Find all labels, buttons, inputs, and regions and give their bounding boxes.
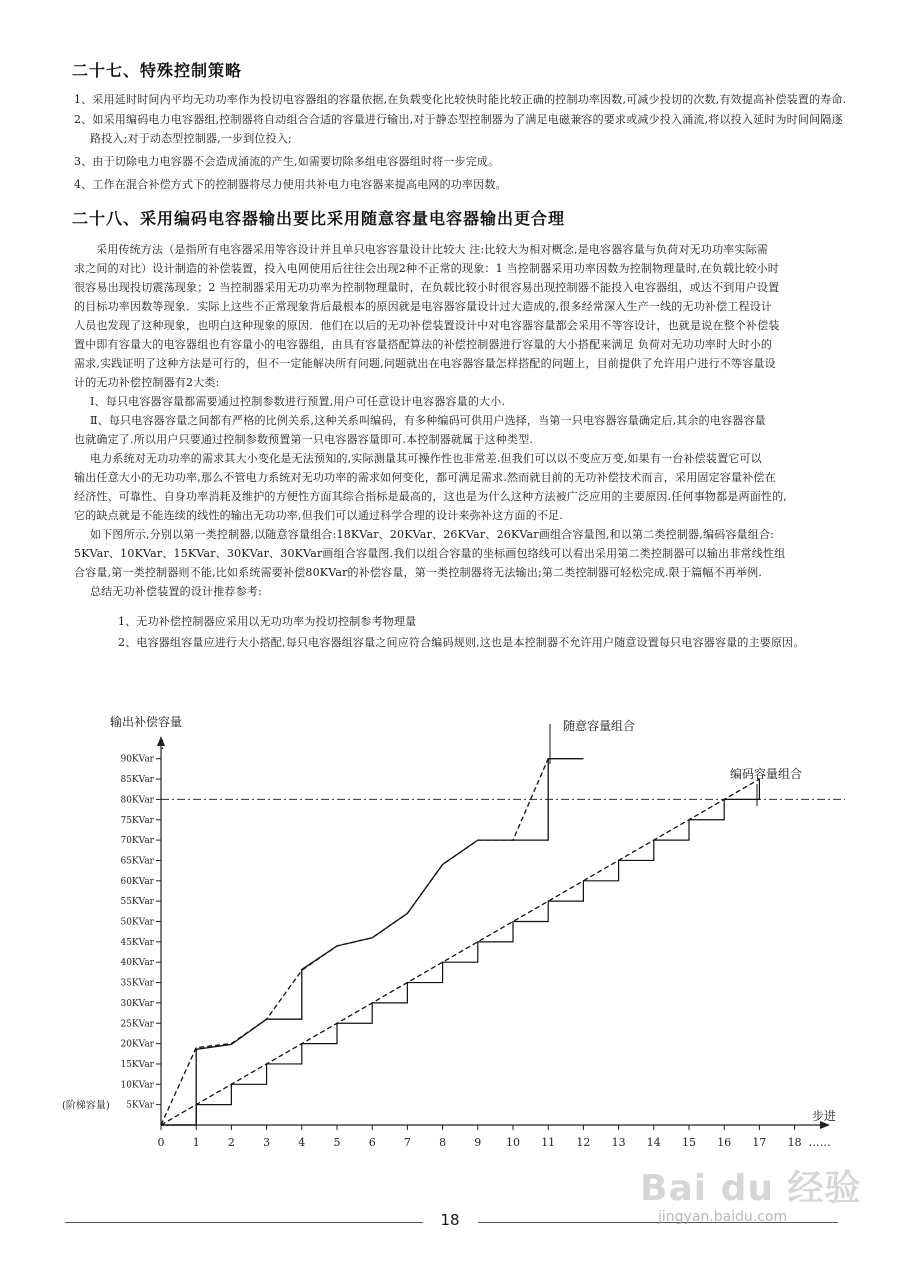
y-tick-label: 15KVar bbox=[120, 1059, 154, 1070]
watermark-url: jingyan.baidu.com bbox=[658, 1209, 788, 1225]
baidu-watermark bbox=[640, 1160, 880, 1250]
section-27-title: 二十七、特殊控制策略 bbox=[72, 61, 243, 80]
type-1-description: Ⅰ、每只电容器容量都需要通过控制参数进行预置,用户可任意设计电容器容量的大小. bbox=[90, 395, 506, 408]
y-tick-label: 5KVar bbox=[126, 1100, 154, 1111]
text-line: 它的缺点就是不能连续的线性的输出无功功率,但我们可以通过科学合理的设计来弥补这方面的不足. bbox=[74, 509, 563, 522]
y-tick-label: 50KVar bbox=[120, 917, 154, 928]
section-28-title: 二十八、采用编码电容器输出要比采用随意容量电容器输出更合理 bbox=[72, 209, 566, 228]
x-tick-label: 1 bbox=[192, 1136, 200, 1149]
page-number: 18 bbox=[440, 1211, 460, 1229]
x-tick-label: 2 bbox=[227, 1136, 235, 1149]
y-tick-label: 80KVar bbox=[120, 795, 154, 806]
text-line: 输出任意大小的无功功率,那么不管电力系统对无功功率的需求如何变化，都可满足需求.然而就目前的无功补偿技术而言，采用固定容量补偿在 bbox=[74, 471, 776, 484]
paragraph-figure-intro bbox=[74, 525, 884, 582]
x-axis-ticks bbox=[158, 1125, 831, 1149]
section-27-item: 4、工作在混合补偿方式下的控制器将尽力使用共补电力电容器来提高电网的功率因数。 bbox=[74, 178, 507, 191]
x-tick-label: 10 bbox=[506, 1136, 520, 1149]
y-tick-label: 70KVar bbox=[120, 836, 154, 847]
text-line: 人员也发现了这种现象，也明白这种现象的原因．他们在以后的无功补偿装置设计中对电容器容量都会采用不等容设计，也就是说在整个补偿装 bbox=[74, 319, 780, 332]
section-27-item: 路投入;对于动态型控制器,一步到位投入; bbox=[90, 132, 292, 145]
text-line: Ⅱ、每只电容器容量之间都有严格的比例关系,这种关系叫编码，有多种编码可供用户选择，当第一只电容器容量确定后,其余的电容器容量 bbox=[90, 414, 766, 427]
x-tick-label: 16 bbox=[717, 1136, 732, 1149]
text-line: 的目标功率因数等现象．实际上这些不正常现象背后最根本的原因就是电容器容量设计过大造成的,很多经常深入生产一线的无功补偿工程设计 bbox=[74, 300, 773, 313]
y-axis-ticks bbox=[62, 755, 161, 1112]
text-line: 经济性、可靠性、自身功率消耗及维护的方便性方面其综合指标是最高的，这也是为什么这种方法被广泛应用的主要原因.任何事物都是两面性的, bbox=[74, 490, 787, 503]
text-line: 采用传统方法（是指所有电容器采用等容设计并且单只电容容量设计比较大 注:比较大为相对概念,是电容器容量与负荷对无功功率实际需 bbox=[96, 243, 769, 256]
y-tick-label: 60KVar bbox=[120, 876, 154, 887]
text-line: 也就确定了.所以用户只要通过控制参数预置第一只电容器容量即可.本控制器就属于这种类型. bbox=[74, 433, 534, 446]
text-line: 求之间的对比）设计制造的补偿装置，投入电网使用后往往会出现2种不正常的现象：1 当控制器采用功率因数为控制物理量时,在负载比较小时 bbox=[74, 262, 779, 275]
text-line: 置中即有容量大的电容器组也有容量小的电容器组，由具有容量搭配算法的补偿控制器进行容量的大小搭配来满足 负荷对无功功率时大时小的 bbox=[74, 338, 773, 351]
x-axis-title: 步进 bbox=[812, 1109, 837, 1123]
y-axis-title: 输出补偿容量 bbox=[110, 715, 183, 729]
paragraph-traditional bbox=[74, 240, 884, 392]
y-axis-dots: ⋮ bbox=[157, 738, 168, 751]
y-tick-label: 65KVar bbox=[120, 856, 154, 867]
x-more-label: …… bbox=[808, 1136, 831, 1149]
summary-heading: 总结无功补偿装置的设计推荐参考: bbox=[90, 585, 262, 598]
x-tick-label: 12 bbox=[576, 1136, 591, 1149]
watermark-brand: Bai du 经验 bbox=[640, 1168, 862, 1209]
y-tick-label: 25KVar bbox=[120, 1019, 154, 1030]
y-tick-label: 75KVar bbox=[120, 815, 154, 826]
recommendation-item: 1、无功补偿控制器应采用以无功功率为投切控制参考物理量 bbox=[118, 615, 417, 628]
x-tick-label: 15 bbox=[682, 1136, 696, 1149]
y-tick-label: 90KVar bbox=[120, 754, 154, 765]
paragraph-demand bbox=[74, 449, 884, 525]
y-tick-label: 55KVar bbox=[120, 897, 154, 908]
x-tick-label: 9 bbox=[474, 1136, 482, 1149]
x-tick-label: 7 bbox=[403, 1136, 411, 1149]
y-tick-label: 20KVar bbox=[120, 1039, 154, 1050]
x-tick-label: 4 bbox=[298, 1136, 306, 1149]
y-tick-label: 30KVar bbox=[120, 998, 154, 1009]
section-27-item: 3、由于切除电力电容器不会造成涌流的产生,如需要切除多组电容器组时将一步完成。 bbox=[74, 155, 500, 168]
text-line: 5KVar、10KVar、15KVar、30KVar、30KVar画组合容量图.我们以组合容量的坐标画包络线可以看出采用第二类控制器可以输出非常线性组 bbox=[74, 547, 786, 560]
x-tick-label: 17 bbox=[752, 1136, 767, 1149]
series-coded-envelope bbox=[161, 779, 759, 1125]
x-tick-label: 8 bbox=[439, 1136, 447, 1149]
series-coded-capacity bbox=[161, 779, 759, 1125]
series-random-capacity bbox=[161, 759, 583, 1125]
x-tick-label: 0 bbox=[157, 1136, 165, 1149]
section-27-item: 2、如采用编码电力电容器组,控制器将自动组合合适的容量进行输出,对于静态型控制器为了满足电磁兼容的要求或减少投入涌流,将以投入延时为时间间隔逐 bbox=[74, 113, 843, 126]
section-27-list bbox=[74, 90, 874, 194]
text-line: 很容易出现投切震荡现象；2 当控制器采用无功功率为控制物理量时，在负载比较小时很容易出现控制器不能投入电容器组，或达不到用户设置 bbox=[74, 281, 780, 294]
text-line: 合容量,第一类控制器则不能,比如系统需要补偿80KVar的补偿容量，第一类控制器将无法输出;第二类控制器可轻松完成.限于篇幅不再举例. bbox=[74, 566, 763, 579]
series-random-name: 随意容量组合 bbox=[563, 719, 636, 733]
series-coded-name: 编码容量组合 bbox=[730, 767, 803, 781]
text-line: 计的无功补偿控制器有2大类: bbox=[74, 376, 220, 389]
x-tick-label: 13 bbox=[611, 1136, 626, 1149]
section-27-item: 1、采用延时时间内平均无功功率作为投切电容器组的容量依据,在负载变化比较快时能比较正确的控制功率因数,可减少投切的次数,有效提高补偿装置的寿命. bbox=[74, 93, 847, 106]
recommendations-list bbox=[118, 612, 898, 652]
chart-labels bbox=[110, 714, 836, 1123]
x-tick-label: 6 bbox=[368, 1136, 376, 1149]
y-tick-label: 10KVar bbox=[120, 1080, 154, 1091]
x-tick-label: 18 bbox=[787, 1136, 802, 1149]
text-line: 电力系统对无功功率的需求其大小变化是无法预知的,实际测量其可操作性也非常差.但我们可以以不变应万变,如果有一台补偿装置它可以 bbox=[90, 452, 762, 465]
y-tick-label: 40KVar bbox=[120, 958, 154, 969]
y-tick-label: 85KVar bbox=[120, 775, 154, 786]
x-tick-label: 14 bbox=[646, 1136, 661, 1149]
capacity-chart bbox=[0, 700, 905, 1180]
x-tick-label: 3 bbox=[263, 1136, 271, 1149]
recommendation-item: 2、电容器组容量应进行大小搭配,每只电容器组容量之间应符合编码规则,这也是本控制器不允许用户随意设置每只电容器容量的主要原因。 bbox=[118, 636, 805, 649]
text-line: 需求,实践证明了这种方法是可行的，但不一定能解决所有问题,问题就出在电容器容量怎样搭配的问题上，目前提供了允许用户进行不等容量设 bbox=[74, 357, 776, 370]
section-28-body bbox=[74, 240, 884, 601]
y-extra-label: (阶梯容量) bbox=[62, 1100, 110, 1112]
x-tick-label: 5 bbox=[333, 1136, 341, 1149]
text-line: 如下图所示,分别以第一类控制器,以随意容量组合:18KVar、20KVar、26KVar、26KVar画组合容量图,和以第二类控制器,编码容量组合: bbox=[90, 528, 775, 541]
footer-rule-left bbox=[65, 1222, 423, 1223]
x-tick-label: 11 bbox=[541, 1136, 556, 1149]
series-random-steps bbox=[161, 759, 583, 1125]
type-2-description bbox=[74, 411, 884, 449]
y-tick-label: 45KVar bbox=[120, 937, 154, 948]
y-tick-label: 35KVar bbox=[120, 978, 154, 989]
